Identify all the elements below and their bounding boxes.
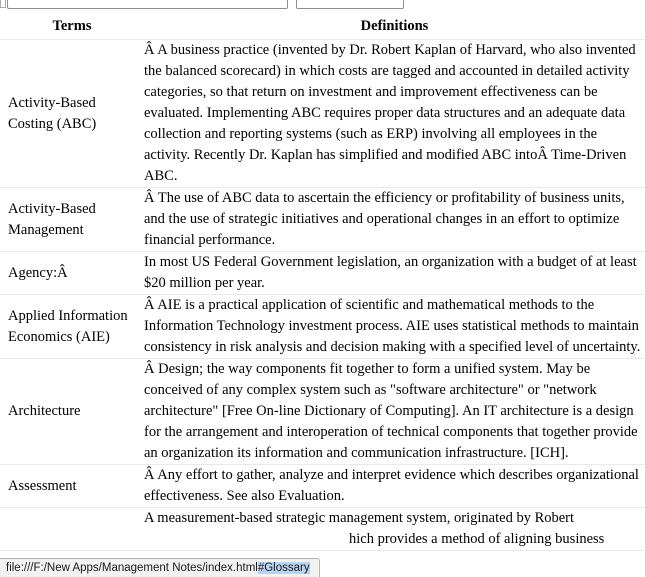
term-cell: Assessment: [0, 465, 144, 508]
definition-cell: In most US Federal Government legislation, an organization with a budget of at least $20 million per year.: [144, 252, 645, 295]
status-url-fragment: #Glossary: [257, 562, 310, 574]
table-row: [0, 188, 645, 252]
definition-cell: Â Design; the way components fit together to form a unified system. May be conceived of any complex system such as "software architecture" or "network architecture" [Free On-line Dictionary of Computing]. An IT architecture is a design for the arrangement and interoperation of technical components that together provide an organization its information and communication infrastructure. [ICH].: [144, 359, 645, 465]
search-input[interactable]: [7, 0, 288, 9]
definition-cell: Â AIE is a practical application of scientific and mathematical methods to the Information Technology investment process. AIE uses statistical methods to maintain consistency in risk analysis and decision making with a specified level of uncertainty.: [144, 295, 645, 359]
header-row: [0, 12, 645, 40]
terms-header: Terms: [0, 12, 144, 40]
partial-control: [0, 0, 6, 8]
definition-line-fragment: hich provides a method of aligning business: [349, 531, 605, 547]
term-cell: Activity-Based Management: [0, 188, 144, 252]
glossary-table: [0, 12, 645, 551]
glossary-partial: [0, 508, 645, 551]
definition-cell: Â The use of ABC data to ascertain the efficiency or profitability of business units, and the use of strategic initiatives and operational changes in an effort to optimize financial performance.: [144, 188, 645, 252]
term-cell: Architecture: [0, 359, 144, 465]
table-row: [0, 359, 645, 465]
form-area: [0, 0, 645, 12]
definitions-header: Definitions: [144, 12, 645, 40]
status-url: file:///F:/New Apps/Management Notes/index.html: [6, 562, 258, 574]
table-row: [0, 252, 645, 295]
definition-cell: [144, 508, 645, 551]
term-cell: Activity-Based Costing (ABC): [0, 40, 144, 188]
term-cell: Agency:Â: [0, 252, 144, 295]
glossary-body: [0, 40, 645, 508]
table-row: [0, 295, 645, 359]
definition-line: A measurement-based strategic management system, originated by Robert: [144, 510, 575, 526]
glossary-header: [0, 12, 645, 40]
status-bar: [0, 558, 320, 577]
definition-cell: Â A business practice (invented by Dr. Robert Kaplan of Harvard, who also invented the balanced scorecard) in which costs are tagged and accounted in detailed activity categories, so that return on investment and improvement effectiveness can be evaluated. Implementing ABC requires proper data structures and an adequate data collection and reporting systems (such as ERP) involving all employees in the activity. Recently Dr. Kaplan has simplified and modified ABC intoÂ Time-Driven ABC.: [144, 40, 645, 188]
secondary-input[interactable]: [296, 0, 404, 9]
table-row: [0, 465, 645, 508]
term-cell: [0, 508, 144, 551]
table-row: [0, 508, 645, 551]
term-cell: Applied Information Economics (AIE): [0, 295, 144, 359]
table-row: [0, 40, 645, 188]
definition-cell: Â Any effort to gather, analyze and interpret evidence which describes organizational effectiveness. See also Evaluation.: [144, 465, 645, 508]
